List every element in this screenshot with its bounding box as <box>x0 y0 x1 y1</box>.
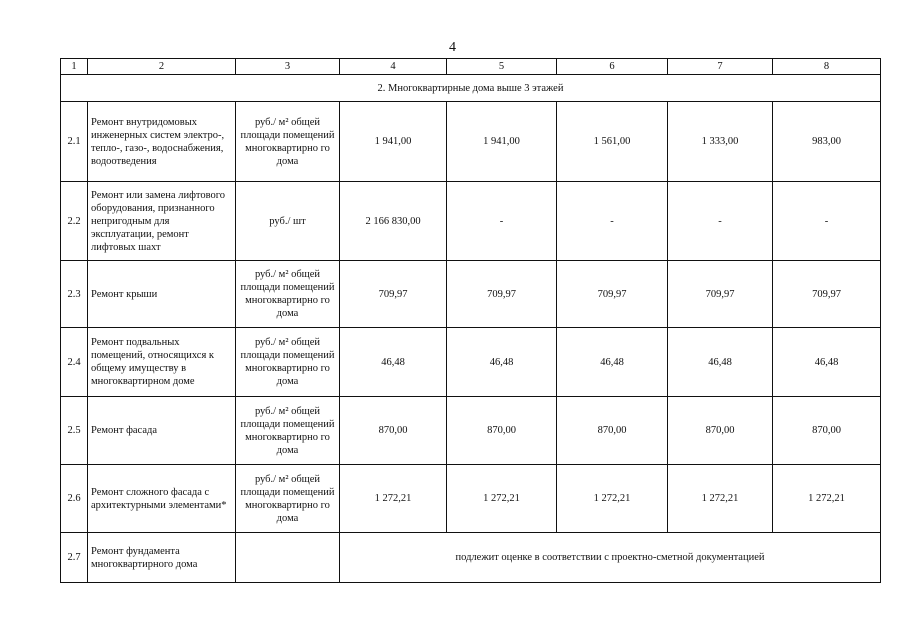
row-number: 2.6 <box>61 465 88 533</box>
rate-value: 1 272,21 <box>557 465 668 533</box>
work-name: Ремонт сложного фасада с архитектурными элементами* <box>88 465 236 533</box>
row-number: 2.1 <box>61 102 88 182</box>
rate-value: 1 941,00 <box>340 102 447 182</box>
row-number: 2.3 <box>61 261 88 328</box>
rate-value: 2 166 830,00 <box>340 182 447 261</box>
page-number: 4 <box>449 40 456 55</box>
section-title: 2. Многоквартирные дома выше 3 этажей <box>61 75 881 102</box>
work-name: Ремонт фасада <box>88 397 236 465</box>
column-header: 3 <box>236 59 340 75</box>
column-header: 2 <box>88 59 236 75</box>
unit: руб./ м² общей площади помещений многоквартирно го дома <box>236 261 340 328</box>
unit: руб./ шт <box>236 182 340 261</box>
column-header: 8 <box>773 59 881 75</box>
rate-value: 46,48 <box>447 328 557 397</box>
rate-value: - <box>773 182 881 261</box>
work-name: Ремонт внутридомовых инженерных систем электро-, тепло-, газо-, водоснабжения, водоотведения <box>88 102 236 182</box>
rate-value: 709,97 <box>668 261 773 328</box>
rate-value: 1 272,21 <box>340 465 447 533</box>
rate-value: 1 272,21 <box>447 465 557 533</box>
rate-value: 1 272,21 <box>773 465 881 533</box>
work-name: Ремонт подвальных помещений, относящихся к общему имуществу в многоквартирном доме <box>88 328 236 397</box>
table-row <box>61 533 881 583</box>
assessment-note: подлежит оценке в соответствии с проектно-сметной документацией <box>340 533 881 583</box>
rate-value: 983,00 <box>773 102 881 182</box>
table-row <box>61 102 881 182</box>
rate-value: 1 272,21 <box>668 465 773 533</box>
rate-value: - <box>447 182 557 261</box>
table-row <box>61 182 881 261</box>
rate-value: 46,48 <box>557 328 668 397</box>
column-number-row <box>61 59 881 75</box>
row-number: 2.5 <box>61 397 88 465</box>
table-row <box>61 465 881 533</box>
unit <box>236 533 340 583</box>
table-row <box>61 328 881 397</box>
rate-value: 46,48 <box>340 328 447 397</box>
table-row <box>61 397 881 465</box>
rate-value: - <box>557 182 668 261</box>
rate-value: 709,97 <box>773 261 881 328</box>
table-row <box>61 261 881 328</box>
column-header: 4 <box>340 59 447 75</box>
work-name: Ремонт крыши <box>88 261 236 328</box>
rate-value: 870,00 <box>557 397 668 465</box>
work-name: Ремонт фундамента многоквартирного дома <box>88 533 236 583</box>
rate-value: 709,97 <box>447 261 557 328</box>
unit: руб./ м² общей площади помещений многоквартирно го дома <box>236 102 340 182</box>
rate-value: 870,00 <box>447 397 557 465</box>
rate-value: 709,97 <box>340 261 447 328</box>
column-header: 6 <box>557 59 668 75</box>
rate-value: 46,48 <box>668 328 773 397</box>
rate-value: 870,00 <box>773 397 881 465</box>
column-header: 7 <box>668 59 773 75</box>
column-header: 5 <box>447 59 557 75</box>
row-number: 2.4 <box>61 328 88 397</box>
row-number: 2.2 <box>61 182 88 261</box>
rate-value: 46,48 <box>773 328 881 397</box>
rate-value: 870,00 <box>340 397 447 465</box>
unit: руб./ м² общей площади помещений многоквартирно го дома <box>236 328 340 397</box>
row-number: 2.7 <box>61 533 88 583</box>
section-row <box>61 75 881 102</box>
rate-value: - <box>668 182 773 261</box>
work-name: Ремонт или замена лифтового оборудования, признанного непригодным для эксплуатации, ремонт лифтовых шахт <box>88 182 236 261</box>
rate-value: 870,00 <box>668 397 773 465</box>
unit: руб./ м² общей площади помещений многоквартирно го дома <box>236 465 340 533</box>
rate-value: 1 561,00 <box>557 102 668 182</box>
rate-value: 1 333,00 <box>668 102 773 182</box>
rate-value: 1 941,00 <box>447 102 557 182</box>
rates-table <box>60 58 881 583</box>
column-header: 1 <box>61 59 88 75</box>
unit: руб./ м² общей площади помещений многоквартирно го дома <box>236 397 340 465</box>
rate-value: 709,97 <box>557 261 668 328</box>
